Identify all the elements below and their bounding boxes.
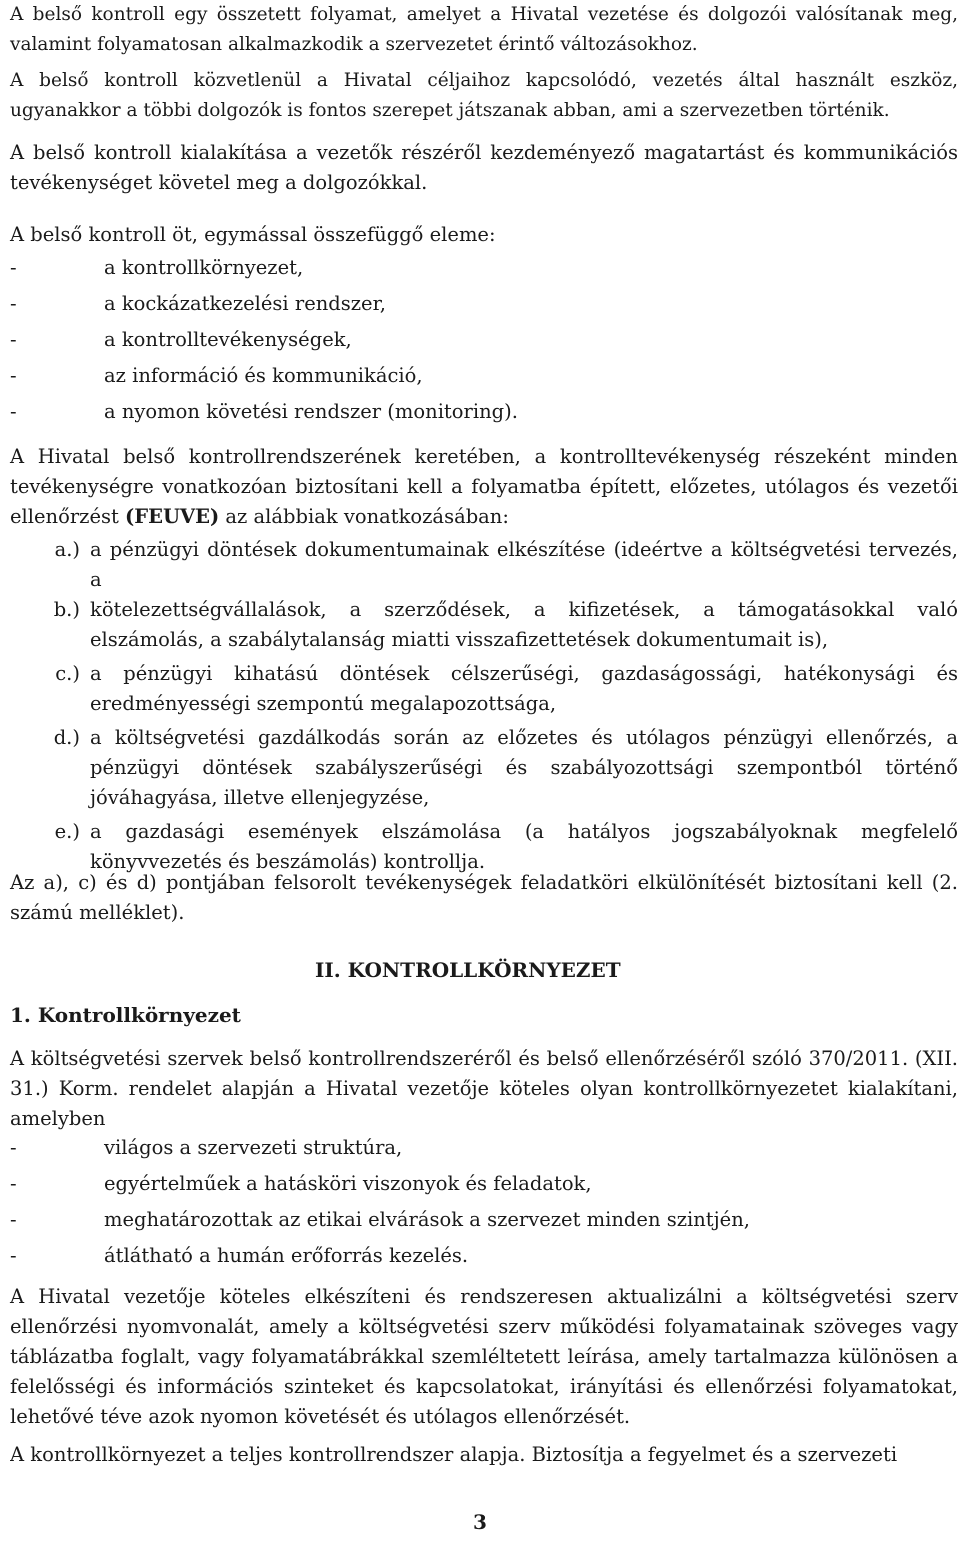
- list-item: e.) a gazdasági események elszámolása (a hatályos jogszabályoknak megfelelő könyvvezetés és beszámolás) kontrollja.: [54, 820, 958, 873]
- list-item: d.) a költségvetési gazdálkodás során az előzetes és utólagos pénzügyi ellenőrzés, a pénzügyi döntések szabályszerűségi és szabályozottsági szempontból történő jóváhagyása, illetve ellenjegyzése,: [53, 726, 958, 809]
- section-heading: II. KONTROLLKÖRNYEZET: [315, 958, 621, 982]
- subsection-heading: 1. Kontrollkörnyezet: [10, 1003, 241, 1027]
- paragraph-elements-intro: A belső kontroll öt, egymással összefüggő eleme:: [10, 223, 496, 246]
- paragraph-regulation: A költségvetési szervek belső kontrollrendszeréről és belső ellenőrzéséről szóló 370/2011. (XII. 31.) Korm. rendelet alapján a Hivatal vezetője köteles olyan kontrollkörnyezetet kialakítani, amelyben: [10, 1047, 958, 1130]
- paragraph-foundation: A kontrollkörnyezet a teljes kontrollrendszer alapja. Biztosítja a fegyelmet és a szervezeti: [10, 1443, 898, 1466]
- feuve-abbreviation: (FEUVE): [125, 505, 220, 528]
- list-item: c.) a pénzügyi kihatású döntések célszerűségi, gazdaságossági, hatékonysági és eredményességi szempontú megalapozottsága,: [55, 662, 958, 715]
- paragraph-feuve: A Hivatal belső kontrollrendszerének keretében, a kontrolltevékenység részeként minden tevékenységre vonatkozóan biztosítani kell a folyamatba épített, előzetes, utólagos és vezetői ellenőrzést (FEUVE) az alábbiak vonatkozásában:: [10, 445, 958, 528]
- feuve-list: [10, 535, 958, 877]
- list-item: a.) a pénzügyi döntések dokumentumainak elkészítése (ideértve a költségvetési tervezés, a: [54, 538, 958, 591]
- paragraph-audit-trail: A Hivatal vezetője köteles elkészíteni és rendszeresen aktualizálni a költségvetési szerv ellenőrzési nyomvonalát, amely a költségvetési szerv működési folyamatainak szöveges vagy táblázatba foglalt, vagy folyamatábrákkal szemléltetett leírása, amely tartalmazza különösen a felelősségi és információs szinteket és kapcsolatokat, irányítási és ellenőrzési folyamatokat, lehetővé téve azok nyomon követését és utólagos ellenőrzését.: [10, 1285, 958, 1428]
- page-number: 3: [473, 1510, 487, 1534]
- paragraph-separation: Az a), c) és d) pontjában felsorolt tevékenységek feladatköri elkülönítését biztosítani kell (2. számú melléklet).: [10, 871, 958, 924]
- paragraph-intro: A belső kontroll egy összetett folyamat, amelyet a Hivatal vezetése és dolgozói valósítanak meg, valamint folyamatosan alkalmazkodik a szervezetet érintő változásokhoz.: [10, 4, 958, 55]
- paragraph-tool: A belső kontroll közvetlenül a Hivatal céljaihoz kapcsolódó, vezetés által használt eszköz, ugyanakkor a többi dolgozók is fontos szerepet játszanak abban, ami a szervezetben történik.: [10, 70, 958, 121]
- paragraph-leadership: A belső kontroll kialakítása a vezetők részéről kezdeményező magatartást és kommunikációs tevékenységet követel meg a dolgozókkal.: [10, 141, 958, 194]
- document-page: A belső kontroll egy összetett folyamat, amelyet a Hivatal vezetése és dolgozói valósítanak meg, valamint folyamatosan alkalmazkodik a szervezetet érintő változásokhoz. A belső kontroll közvetlenül a Hivatal céljaihoz kapcsolódó, vezetés által használt eszköz, ugyanakkor a többi dolgozók is fontos szerepet játszanak abban, ami a szervezetben történik. A belső kontroll kialakítása a vezetők részéről kezdeményező magatartást és kommunikációs tevékenységet követel meg a dolgozókkal. A belső kontroll öt, egymással összefüggő eleme: - a kontrollkörnyezet, - a kockázatkezelési rendszer, - a kontrolltevékenységek, - az információ és kommunikáció, - a nyomon követési rendszer (monitoring). A Hivatal belső kontrollrendszerének keretében, a kontrolltevékenység részeként minden tevékenységre vonatkozóan biztosítani kell a folyamatba épített, előzetes, utólagos és vezetői ellenőrzést (FEUVE) az alábbiak vonatkozásában: a.) a pénzügyi döntések dokumentumainak elkészítése (ideértve a költségvetési tervezés, a b.) kötelezettségvállalások, a szerződések, a kifizetések, a támogatásokkal való elszámolás, a szabálytalanság miatti visszafizettetések dokumentumait is), c.) a pénzügyi kihatású döntések célszerűségi, gazdaságossági, hatékonysági és eredményességi szempontú megalapozottsága, d.) a költségvetési gazdálkodás során az előzetes és utólagos pénzügyi ellenőrzés, a pénzügyi döntések szabályszerűségi és szabályozottsági szempontból történő jóváhagyása, illetve ellenjegyzése, e.) a gazdasági események elszámolása (a hatályos jogszabályoknak megfelelő könyvvezetés és beszámolás) kontrollja. Az a), c) és d) pontjában felsorolt tevékenységek feladatköri elkülönítését biztosítani kell (2. számú melléklet). II. KONTROLLKÖRNYEZET 1. Kontrollkörnyezet A költségvetési szervek belső kontrollrendszeréről és belső ellenőrzéséről szóló 370/2011. (XII. 31.) Korm. rendelet alapján a Hivatal vezetője köteles olyan kontrollkörnyezetet kialakítani, amelyben - világos a szervezeti struktúra, - egyértelműek a hatásköri viszonyok és feladatok, - meghatározottak az etikai elvárások a szervezet minden szintjén, - átlátható a humán erőforrás kezelés. A Hivatal vezetője köteles elkészíteni és rendszeresen aktualizálni a költségvetési szerv ellenőrzési nyomvonalát, amely a költségvetési szerv működési folyamatainak szöveges vagy táblázatba foglalt, vagy folyamatábrákkal szemléltetett leírása, amely tartalmazza különösen a felelősségi és információs szinteket és kapcsolatokat, irányítási és ellenőrzési folyamatokat, lehetővé téve azok nyomon követését és utólagos ellenőrzését. A kontrollkörnyezet a teljes kontrollrendszer alapja. Biztosítja a fegyelmet és a szervezeti 3: [0, 0, 960, 1547]
- list-item: b.) kötelezettségvállalások, a szerződések, a kifizetések, a támogatásokkal való elszámolás, a szabálytalanság miatti visszafizettetések dokumentumait is),: [53, 598, 958, 651]
